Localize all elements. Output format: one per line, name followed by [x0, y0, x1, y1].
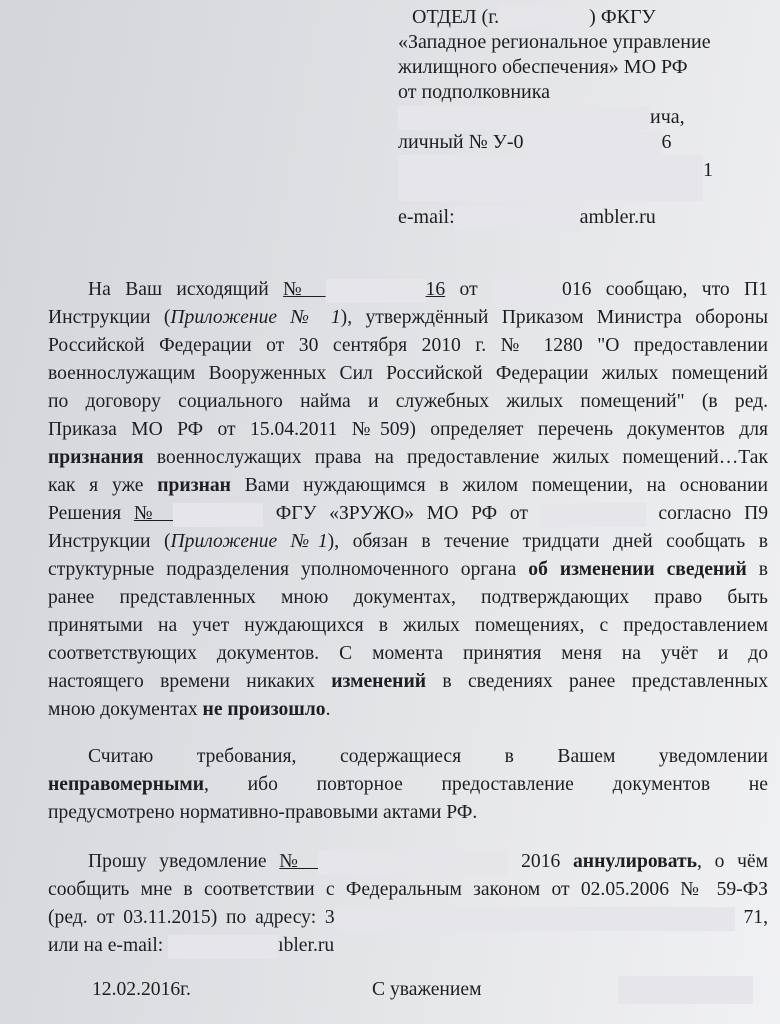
text-line [48, 743, 768, 771]
body-paragraph-1 [48, 276, 768, 724]
text-line [48, 584, 768, 612]
text-segment: структурные подразделения уполномоченного органа [48, 559, 529, 580]
text-segment: военнослужащим Вооруженных Сил Российской Федерации жилых помещений [48, 363, 768, 384]
text-segment: Вами нуждающимся в жилом помещении, на основании [230, 475, 768, 496]
text-line [48, 799, 768, 827]
department-label: ОТДЕЛ (г. [412, 6, 500, 28]
patronymic-ending: ича, [650, 106, 685, 128]
text-segment: в [746, 559, 768, 580]
redacted-signature [618, 976, 753, 1004]
text-line [48, 668, 768, 696]
text-segment: Инструкции ( [48, 307, 171, 328]
header-line: жилищного обеспечения» МО РФ [398, 56, 688, 78]
text-line [48, 876, 768, 904]
text-segment: ранее представленных мною документах, подтверждающих право быть [48, 587, 768, 608]
text-line [48, 304, 768, 332]
text-segment: ıbler.ru [278, 935, 335, 956]
bold-text: не произошло [202, 699, 326, 720]
body-paragraph-3 [48, 848, 768, 960]
text-segment: или на e-mail: [48, 935, 169, 956]
signature-closing: С уважением [372, 979, 482, 1000]
text-segment: по договору социального найма и служебных жилых помещений" (в ред. [48, 391, 768, 412]
bold-text: изменений [331, 671, 427, 692]
header-line [398, 5, 738, 30]
text-segment: согласно П9 [645, 503, 768, 524]
text-line [48, 556, 768, 584]
text-segment: , о чём [697, 851, 768, 872]
text-segment: в сведениях ранее представленных [426, 671, 768, 692]
underlined-text: № [133, 503, 174, 524]
address-tail: 1 [703, 159, 713, 181]
bold-text: об изменении сведений [528, 559, 747, 580]
text-segment: Решения [48, 503, 134, 524]
text-line [48, 528, 768, 556]
text-segment: сообщить мне в соответствии с Федеральным законом от 02.05.2006 № 59-ФЗ [48, 879, 768, 900]
header-line [398, 155, 738, 205]
text-segment: , ибо повторное предоставление документов не [204, 774, 768, 795]
text-segment: Приказа МО РФ от 15.04.2011 №509) определяет перечень документов для [48, 419, 768, 440]
text-segment: Прошу уведомление [88, 851, 280, 872]
redacted-text [168, 935, 278, 959]
text-segment: ФГУ «ЗРУЖО» МО РФ от [263, 503, 541, 524]
text-segment: (ред. от 03.11.2015) по адресу: 3 [48, 907, 335, 928]
bold-text: признан [157, 475, 231, 496]
text-line [48, 932, 768, 960]
text-segment: . [325, 699, 331, 720]
redacted-text [335, 907, 735, 931]
redacted-email [455, 206, 580, 230]
header-line [398, 205, 738, 230]
redacted-text [173, 503, 263, 527]
body-paragraph-2 [48, 743, 768, 827]
text-segment: 71, [734, 907, 768, 928]
underlined-text: № [279, 851, 319, 872]
text-line [48, 500, 768, 528]
department-org: ) ФКГУ [589, 6, 656, 28]
redacted-text [492, 279, 562, 303]
text-segment: как я уже [48, 475, 158, 496]
text-line [48, 848, 768, 876]
italic-text: Приложение № 1 [170, 307, 341, 328]
text-line [48, 332, 768, 360]
text-segment: Считаю требования, содержащиеся в Вашем уведомлении [88, 746, 768, 767]
header-line: «Западное региональное управление [398, 31, 711, 53]
italic-text: Приложение №1 [170, 531, 328, 552]
signature-date: 12.02.2016г. [92, 979, 191, 1000]
text-line [48, 612, 768, 640]
text-line [48, 771, 768, 799]
addressee-block [398, 5, 738, 230]
underlined-text: 16 [425, 279, 446, 300]
text-segment: настоящего времени никаких [48, 671, 332, 692]
bold-text: признания [48, 447, 144, 468]
text-line [48, 416, 768, 444]
text-segment: 2016 [508, 851, 573, 872]
text-segment: мною документах [48, 699, 203, 720]
redacted-text [326, 279, 426, 303]
bold-text: неправомерными [48, 774, 205, 795]
header-line [398, 130, 738, 155]
redacted-city [499, 6, 589, 30]
text-line [48, 276, 768, 304]
text-line [48, 388, 768, 416]
underlined-text: № [283, 279, 326, 300]
redacted-number [524, 131, 662, 155]
personal-number-tail: 6 [661, 131, 672, 153]
text-segment: военнослужащих права на предоставление жилых помещений…Так [143, 447, 768, 468]
text-line [48, 640, 768, 668]
email-label: e-mail: [398, 206, 455, 228]
text-line [48, 904, 768, 932]
redacted-text [541, 503, 646, 527]
text-segment: принятыми на учет нуждающихся в жилых помещениях, с предоставлением [48, 615, 768, 636]
text-line [48, 696, 768, 724]
bold-text: аннулировать [573, 851, 698, 872]
redacted-text [318, 851, 508, 875]
text-segment: Российской Федерации от 30 сентября 2010 г. № 1280 "О предоставлении [48, 335, 768, 356]
personal-number-label: личный № У-0 [398, 131, 524, 153]
text-segment: 016 сообщаю, что П1 [562, 279, 768, 300]
text-segment: предусмотрено нормативно-правовыми актами РФ. [48, 802, 478, 823]
text-line [48, 444, 768, 472]
text-segment: от [445, 279, 493, 300]
text-line [48, 472, 768, 500]
email-tail: ambler.ru [579, 206, 656, 228]
text-segment: ), обязан в течение тридцати дней сообщать в [327, 531, 768, 552]
text-segment: На Ваш исходящий [88, 279, 284, 300]
redacted-address [398, 155, 703, 201]
text-segment: Инструкции ( [48, 531, 171, 552]
text-line [48, 360, 768, 388]
redacted-name [398, 106, 650, 130]
header-line [398, 105, 738, 130]
text-segment: ), утверждённый Приказом Министра обороны [340, 307, 768, 328]
text-segment: соответствующих документов. С момента принятия меня на учёт и до [48, 643, 768, 664]
header-line: от подполковника [398, 81, 551, 103]
